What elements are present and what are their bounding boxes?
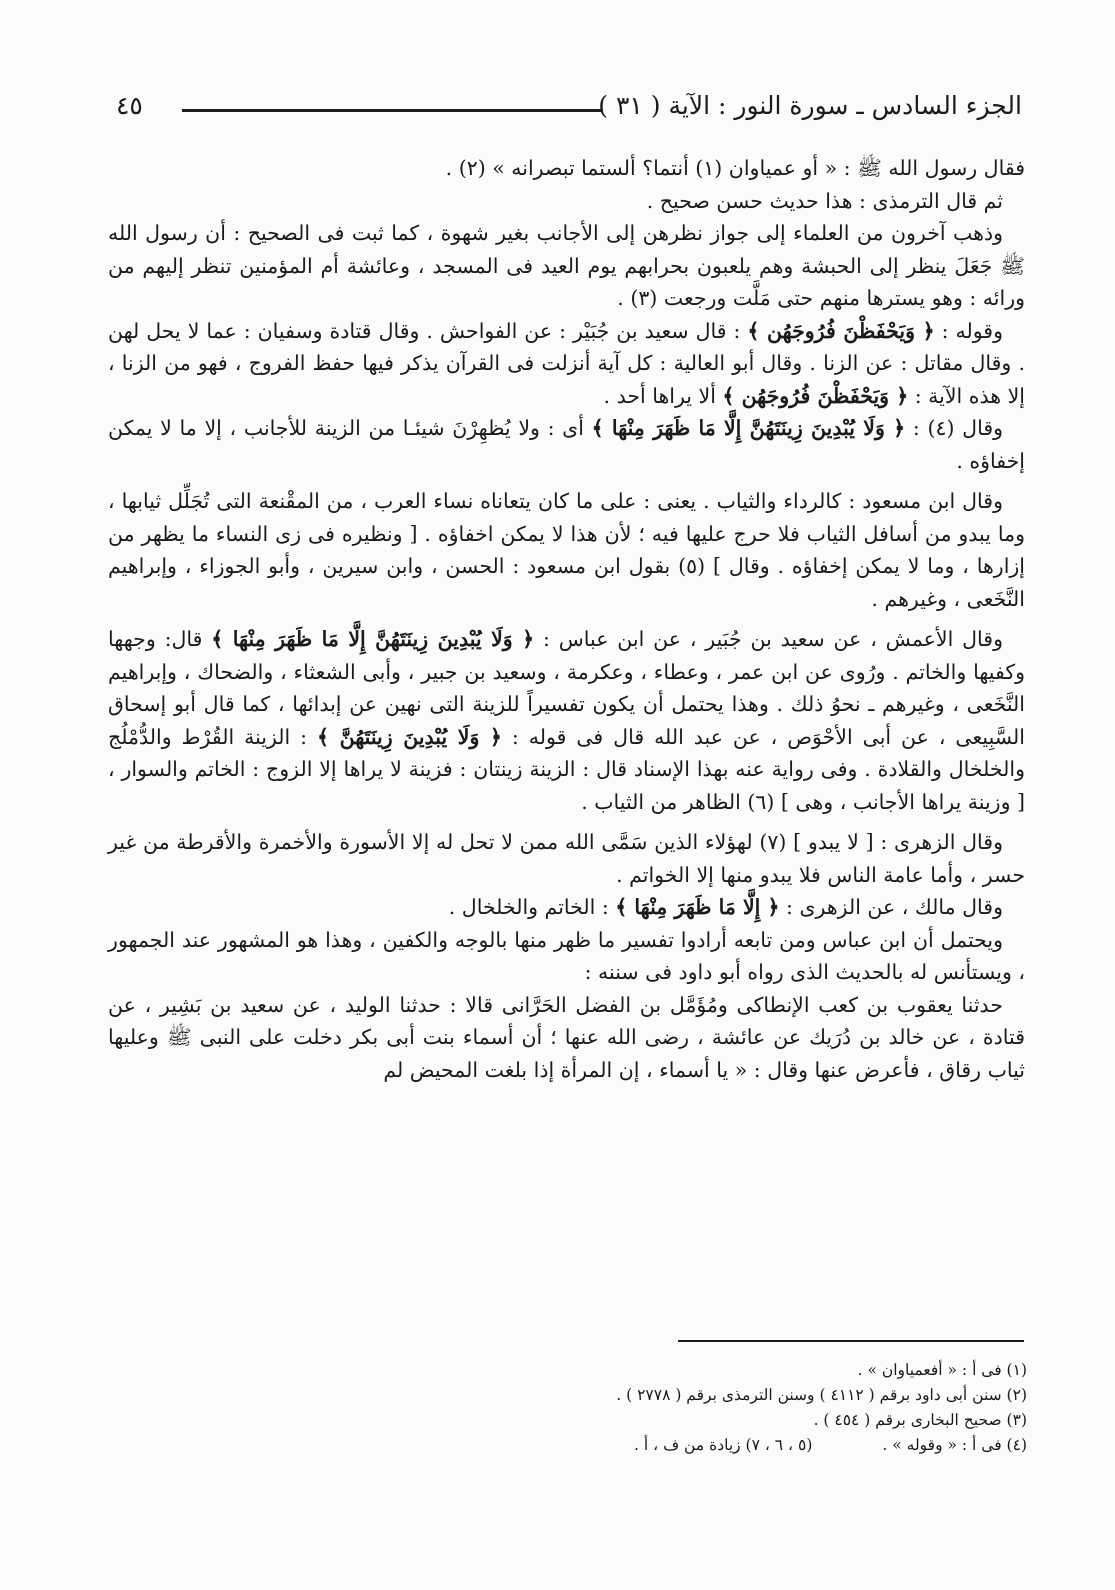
page-number: ٤٥ <box>116 91 143 120</box>
paragraph: حدثنا يعقوب بن كعب الإنطاكى ومُؤَمَّل بن الفضل الحَرَّانى قالا : حدثنا الوليد ، عن سعيد بن بَشِير ، عن قتادة ، عن خالد بن دُرَيك عن عائشة ، رضى الله عنها ؛ أن أسماء بنت أبى بكر دخلت على النبى ﷺ وعليها ثياب رقاق ، فأعرض عنها وقال : « يا أسماء ، إن المرأة إذا بلغت المحيض لم <box>108 992 1025 1082</box>
text-run: وقال مالك ، عن الزهرى : <box>779 895 1003 919</box>
footnote: (١) فى أ : « أفعمياوان » . <box>857 1361 1027 1379</box>
text-run: : قال سعيد بن جُبَيْر : عن الفواحش . وقال قتادة وسفيان : عما لا يحل لهن . وقال مقاتل : عن الزنا . وقال أبو العالية : كل آية أنزلت فى القرآن يذكر فيها حفظ الفروج ، فهو من الزنا ، إلا هذه الآية : <box>108 318 1025 408</box>
text-run: وقوله : <box>934 318 1003 343</box>
paragraph: وقال ابن مسعود : كالرداء والثياب . يعنى : على ما كان يتعاناه نساء العرب ، من المقْنعة التى تُجَلِّل ثيابها ، وما يبدو من أسافل الثياب فلا حرج عليها فيه ؛ لأن هذا لا يمكن اخفاؤه . [ ونظيره فى زى النساء ما يظهر من إزارها ، وما لا يمكن إخفاؤه . وقال ] (٥) بقول ابن مسعود : الحسن ، وابن سيرين ، وأبو الجوزاء ، وإبراهيم النَّخَعى ، وغيرهم . <box>108 489 1025 611</box>
footnote-row <box>300 1433 1027 1458</box>
text-run: : الخاتم والخلخال . <box>448 895 616 919</box>
text-run: أى : ولا يُظهِرْنَ شيئـا من الزينة للأجانب ، إلا ما لا يمكن إخفاؤه . <box>108 416 1025 473</box>
footnote-divider <box>678 1340 1024 1342</box>
footnote: (٣) صحيح البخارى برقم ( ٤٥٤ ) . <box>813 1411 1027 1429</box>
header-rule <box>182 109 602 112</box>
paragraph: وذهب آخرون من العلماء إلى جواز نظرهن إلى الأجانب بغير شهوة ، كما ثبت فى الصحيح : أن رسول الله ﷺ جَعَلَ ينظر إلى الحبشة وهم يلعبون بحرابهم يوم العيد فى المسجد ، وعائشة أم المؤمنين تنظر إليهم من ورائه : وهو يسترها منهم حتى مَلَّت ورجعت (٣) . <box>108 221 1025 310</box>
paragraph: ثم قال الترمذى : هذا حديث حسن صحيح . <box>646 188 1003 213</box>
paragraph <box>108 315 1025 413</box>
quran-verse: ﴿ وَيَحْفَظْنَ فُرُوجَهُن ﴾ <box>747 318 935 343</box>
main-text <box>108 152 1025 1086</box>
page-header <box>110 90 1022 130</box>
paragraph <box>108 412 1025 477</box>
text-run: ألا يراها أحد . <box>603 383 723 408</box>
running-title: الجزء السادس ـ سورة النور : الآية ( ٣١ ) <box>598 91 1022 120</box>
text-run: وقال (٤) : <box>905 416 1004 440</box>
paragraph <box>108 623 1025 818</box>
paragraph: وقال الزهرى : [ لا يبدو ] (٧) لهؤلاء الذين سَمَّى الله ممن لا تحل له إلا الأسورة والأخمرة والأقرطة من غير حسر ، وأما عامة الناس فلا يبدو منها إلا الخواتم . <box>108 830 1025 887</box>
text-run: : الزينة القُرْط والدُّمْلُج والخلخال والقلادة . وفى رواية عنه بهذا الإسناد قال : الزينة زينتان : فزينة لا يراها إلا الزوج : الخاتم والسوار ، [ وزينة يراها الأجانب ، وهى ] (٦) الظاهر من الثياب . <box>108 724 1025 814</box>
footnotes <box>300 1358 1027 1458</box>
paragraph: فقال رسول الله ﷺ : « أو عمياوان (١) أنتما؟ ألستما تبصرانه » (٢) . <box>445 156 1025 180</box>
paragraph <box>108 891 1025 924</box>
text-run: وقال الأعمش ، عن سعيد بن جُبَير ، عن ابن عباس : <box>534 627 1003 651</box>
footnote: (٤) فى أ : « وقوله » . <box>882 1436 1027 1454</box>
quran-verse: ﴿ وَلَا يُبْدِينَ زِينَتَهُنَّ ﴾ <box>317 724 502 749</box>
quran-verse: ﴿ وَلَا يُبْدِينَ زِينَتَهُنَّ إِلَّا مَا ظَهَرَ مِنْهَا ﴾ <box>591 416 906 440</box>
text-run: قال: وجهها وكفيها والخاتم . ورُوى عن ابن عمر ، وعطاء ، وعكرمة ، وسعيد بن جبير ، وأبى الشعثاء ، والضحاك ، وإبراهيم النَّخَعى ، وغيرهم ـ نحوُ ذلك . وهذا يحتمل أن يكون تفسيراً للزينة التى نهين عن إبدائها ، كما قال أبو إسحاق السَّبِيعى ، عن أبى الأحْوَص ، عن عبد الله قال فى قوله : <box>108 627 1025 749</box>
quran-verse: ﴿ وَلَا يُبْدِينَ زِينَتَهُنَّ إِلَّا مَا ظَهَرَ مِنْهَا ﴾ <box>211 627 535 651</box>
quran-verse: ﴿ وَيَحْفَظْنَ فُرُوجَهُن ﴾ <box>722 383 909 408</box>
paragraph: ويحتمل أن ابن عباس ومن تابعه أرادوا تفسير ما ظهر منها بالوجه والكفين ، وهذا هو المشهور عند الجمهور ، ويستأنس له بالحديث الذى رواه أبو داود فى سننه : <box>108 927 1025 984</box>
footnote: (٥ ، ٦ ، ٧) زيادة من ف ، أ . <box>634 1436 813 1454</box>
quran-verse: ﴿ إِلَّا مَا ظَهَرَ مِنْهَا ﴾ <box>615 895 780 919</box>
footnote: (٢) سنن أبى داود برقم ( ٤١١٢ ) وسنن الترمذى برقم ( ٢٧٧٨ ) . <box>616 1386 1027 1404</box>
